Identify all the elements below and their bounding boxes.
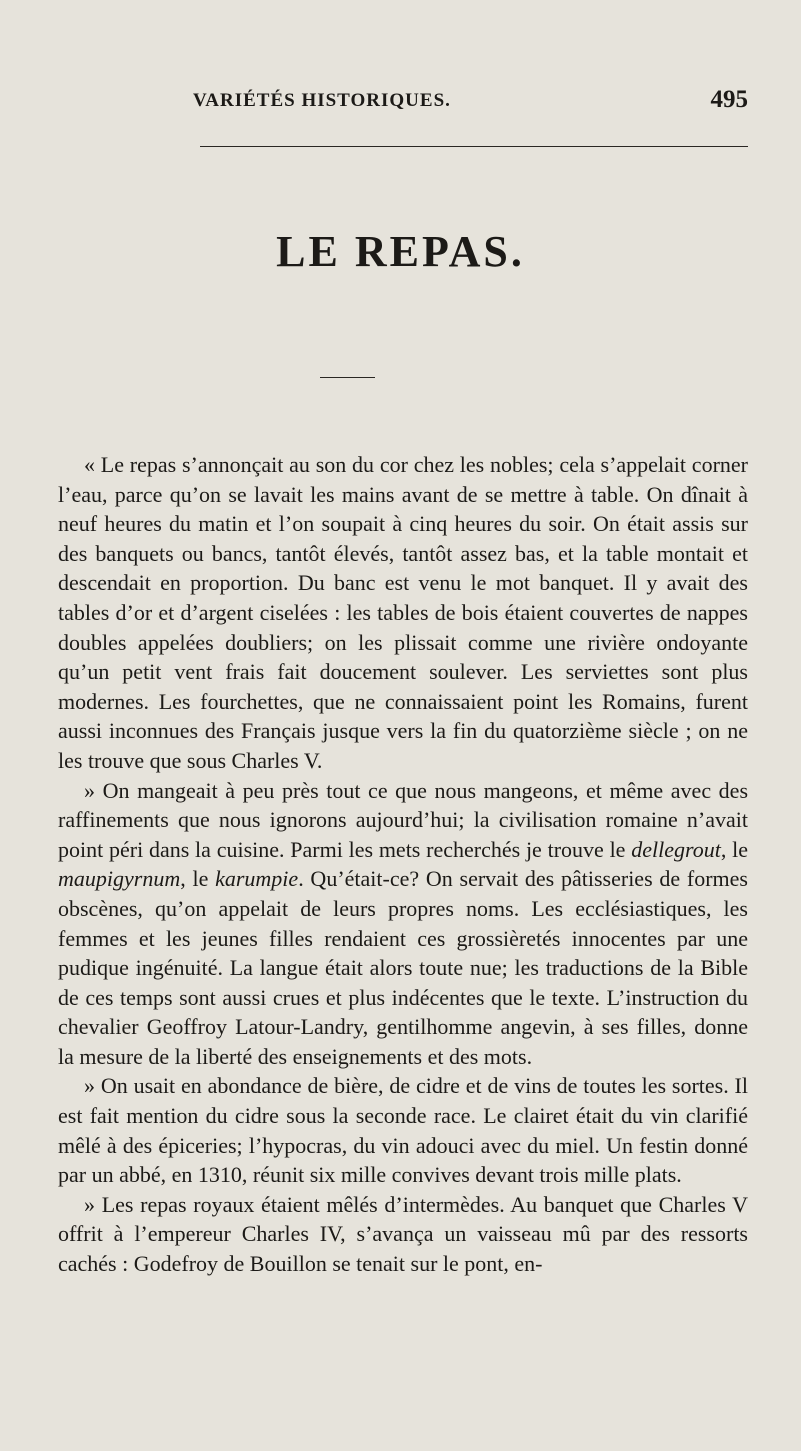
paragraph-text: , le [720,836,748,862]
paragraph-text: » On usait en abondance de bière, de cidre et de vins de toutes les sortes. Il est fait mention du cidre sous la seconde race. Le clairet était du vin clarifié mêlé à des épiceries; l’hypocras, du vin adouci avec du miel. Un festin donné par un abbé, en 1310, réunit six mille convives devant trois mille plats. [58,1073,748,1188]
paragraph [58,1190,748,1279]
italic-term: karumpie [215,866,299,892]
paragraph [58,1071,748,1189]
title-rule [320,377,375,378]
paragraph [58,450,748,776]
paragraph-text: » Les repas royaux étaient mêlés d’intermèdes. Au banquet que Charles V offrit à l’empereur Charles IV, s’avança un vaisseau mû par des ressorts cachés : Godefroy de Bouillon se tenait sur le pont, en- [58,1191,748,1277]
running-header [58,86,748,122]
chapter-title: LE REPAS. [276,227,525,276]
paragraph-text: . Qu’était-ce? On servait des pâtisseries de formes obscènes, qu’on appelait de leurs propres noms. Les ecclésiastiques, les femmes et les jeunes filles rendaient ces grossièretés innocentes par une pudique ingénuité. La langue était alors toute nue; les traductions de la Bible de ces temps sont aussi crues et plus indécentes que le texte. L’instruction du chevalier Geoffroy Latour-Landry, gentilhomme angevin, à ses filles, donne la mesure de la liberté des enseignements et des mots. [58,866,748,1069]
paragraph-text: , le [180,866,216,892]
italic-term: maupigyrnum [58,866,181,892]
paragraph-text: » On mangeait à peu près tout ce que nous mangeons, et même avec des raffinements que nous ignorons aujourd’hui; la civilisation romaine n’avait point péri dans la cuisine. Parmi les mets recherchés je trouve le [58,777,748,862]
paragraph-text: « Le repas s’annonçait au son du cor chez les nobles; cela s’appelait corner l’eau, parce qu’on se lavait les mains avant de se mettre à table. On dînait à neuf heures du matin et l’on soupait à cinq heures du soir. On était assis sur des banquets ou bancs, tantôt élevés, tantôt assez bas, et la table montait et descendait en proportion. Du banc est venu le mot banquet. Il y avait des tables d’or et d’argent ciselées : les tables de bois étaient couvertes de nappes doubles appelées doubliers; on les plissait comme une rivière ondoyante qu’un petit vent frais fait doucement soulever. Les serviettes sont plus modernes. Les fourchettes, que ne connaissaient point les Romains, furent aussi inconnues des Français jusque vers la fin du quatorzième siècle ; on ne les trouve que sous Charles V. [58,452,748,773]
body-text [58,450,748,1279]
paragraph [58,776,748,1072]
page-number: 495 [710,86,748,113]
italic-term: dellegrout [631,836,721,862]
running-title: VARIÉTÉS HISTORIQUES. [193,90,451,111]
header-rule [200,146,748,147]
